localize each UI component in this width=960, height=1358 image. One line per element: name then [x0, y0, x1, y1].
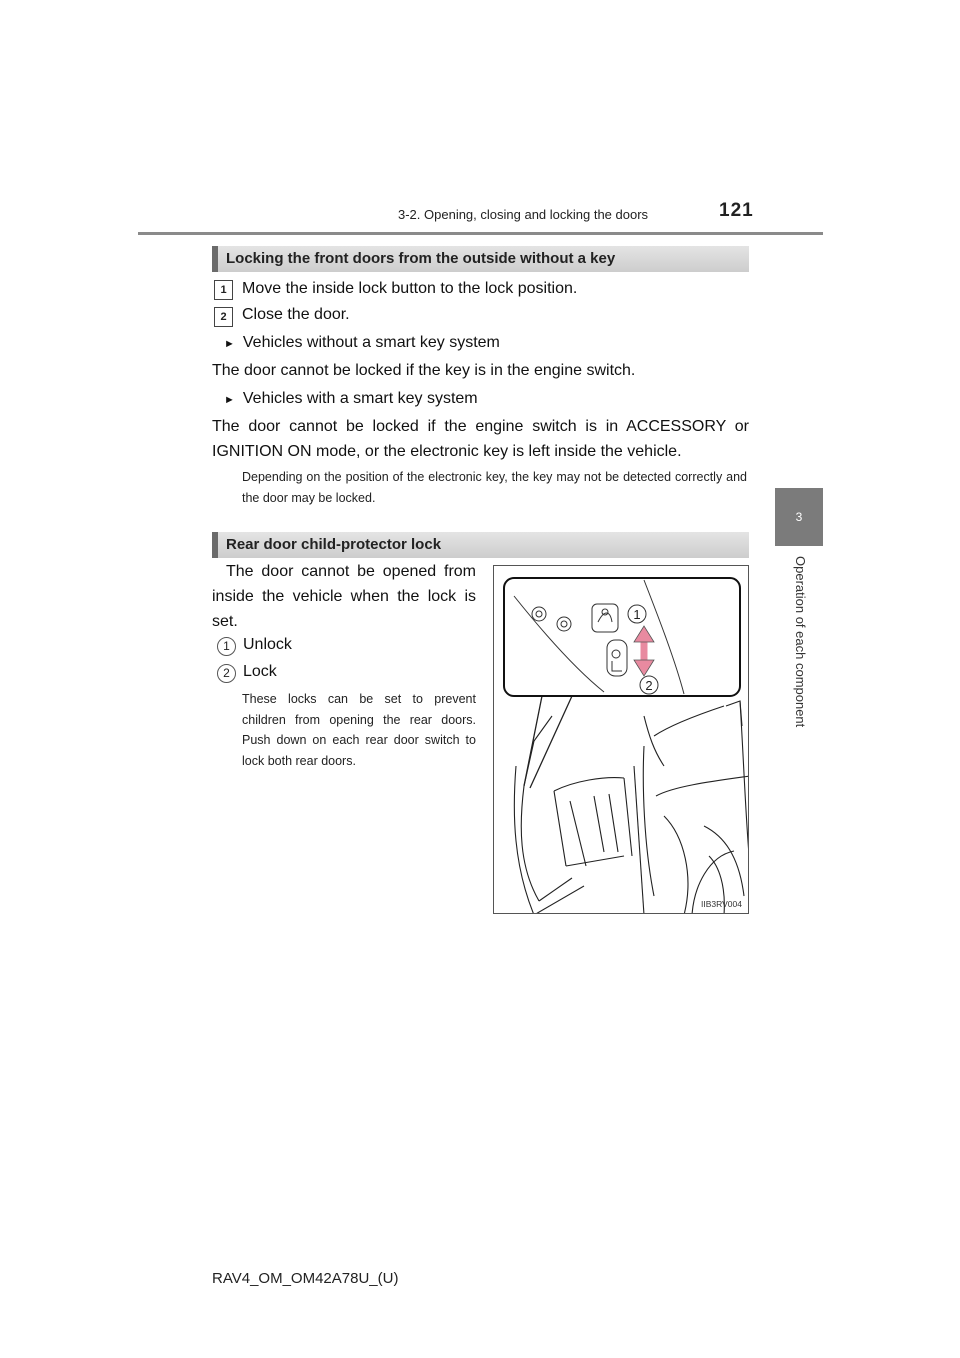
note-text-2: These locks can be set to prevent children from opening the rear doors. Push down on each rear door switch to lock both rear doors.: [242, 692, 476, 768]
illustration-code: IIB3RV004: [701, 899, 742, 909]
step-number-2: 2: [214, 307, 233, 327]
bullet-text-1: The door cannot be locked if the key is in the engine switch.: [212, 362, 636, 379]
step-text-2: Close the door.: [242, 306, 350, 323]
step-text-1: Move the inside lock button to the lock position.: [242, 280, 578, 297]
arrow-bullet-icon: ►: [224, 338, 235, 350]
item-number-2: 2: [217, 664, 236, 683]
bullet-label-2: Vehicles with a smart key system: [242, 390, 478, 407]
section-title: 3-2. Opening, closing and locking the doors: [398, 207, 649, 222]
callout-1: 1: [633, 607, 641, 622]
intro-line-1: The door cannot be opened from: [226, 563, 476, 580]
arrow-bullet-icon: ►: [224, 394, 235, 406]
bullet-item-1: [224, 334, 500, 352]
section-heading-text: Locking the front doors from the outside without a key: [226, 250, 616, 267]
intro-line-3: set.: [212, 613, 238, 630]
section-heading-child-lock: [212, 532, 749, 558]
intro-line-2: inside the vehicle when the lock is: [212, 588, 476, 605]
chapter-number: 3: [795, 510, 803, 524]
item-label-lock: Lock: [243, 663, 277, 680]
bullet-text-2-line2: IGNITION ON mode, or the electronic key is left inside the vehicle.: [212, 443, 682, 460]
footer-doc-id: RAV4_OM_OM42A78U_(U): [212, 1270, 399, 1287]
chapter-tab: [775, 488, 823, 546]
item-label-unlock: Unlock: [243, 636, 292, 653]
page-number: 121: [719, 200, 754, 221]
callout-2: 2: [645, 678, 653, 693]
section-heading-text: Rear door child-protector lock: [226, 536, 442, 553]
child-lock-illustration: [493, 565, 749, 914]
bullet-label-1: Vehicles without a smart key system: [242, 334, 500, 351]
item-number-1: 1: [217, 637, 236, 656]
chapter-title: Operation of each component: [793, 556, 808, 728]
step-number-1: 1: [214, 280, 233, 300]
bullet-text-2-line1: The door cannot be locked if the engine switch is in ACCESSORY or: [212, 418, 749, 435]
chapter-label-wrap: [775, 556, 823, 746]
header-divider: [138, 232, 823, 235]
section-heading-locking: [212, 246, 749, 272]
rear-door-drawing: [494, 566, 749, 914]
note-text-1: Depending on the position of the electronic key, the key may not be detected correctly and the door may be locked.: [242, 470, 747, 505]
bullet-item-2: [224, 390, 478, 408]
